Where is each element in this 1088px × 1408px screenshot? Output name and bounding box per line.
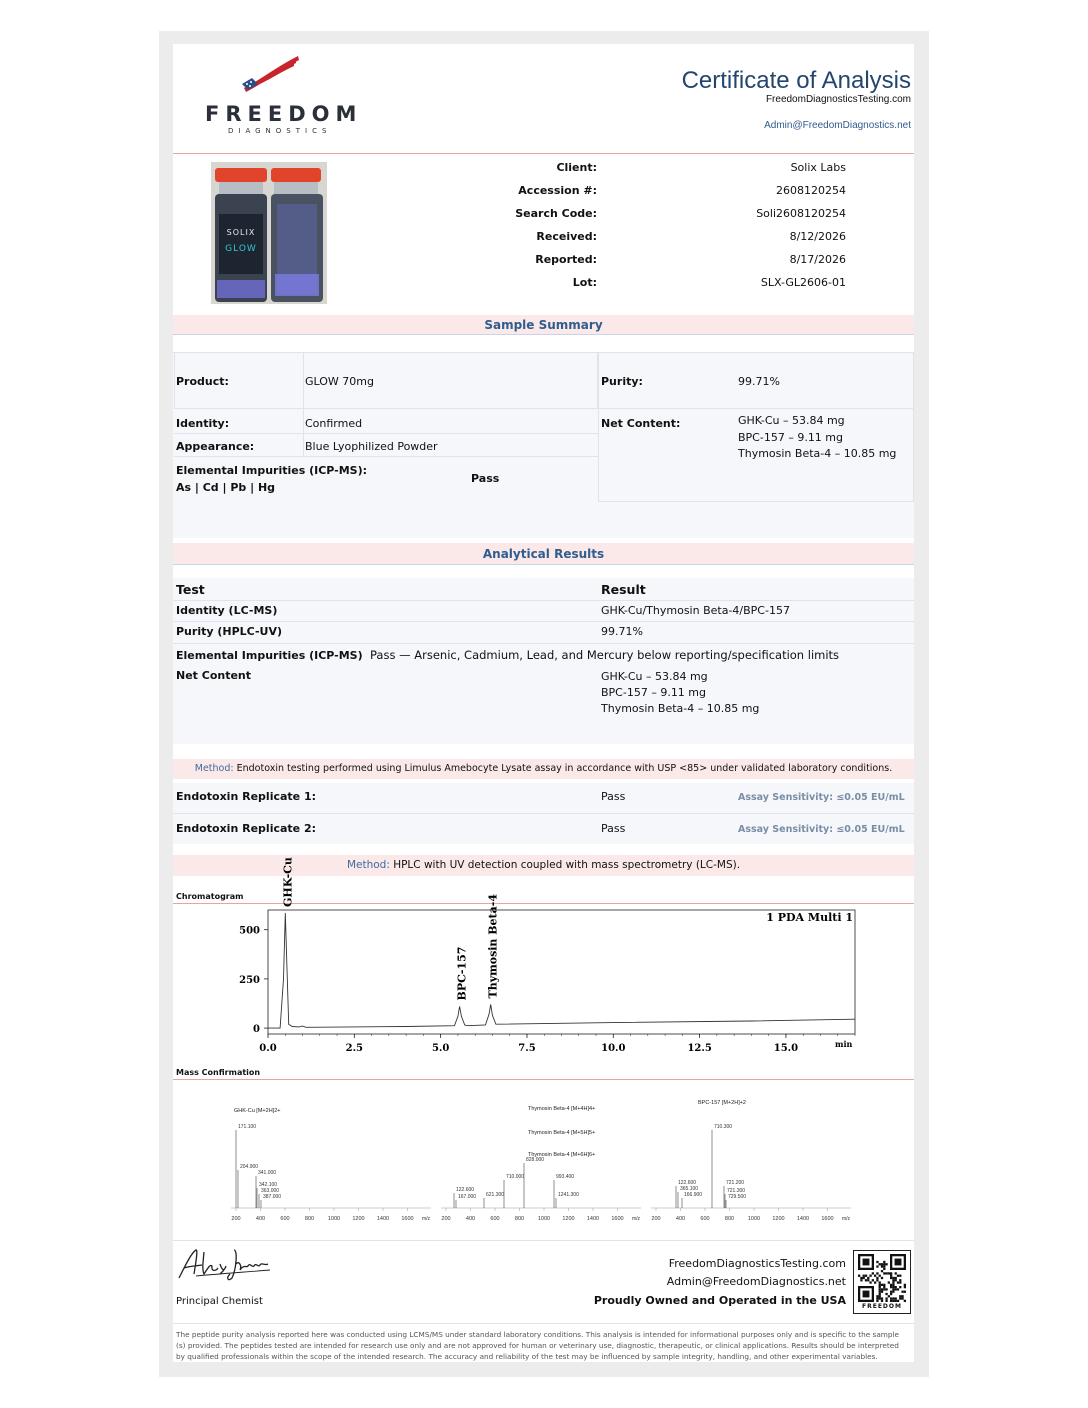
qr-module	[897, 1281, 899, 1283]
info-label: Received:	[536, 230, 597, 243]
mass-tick-label: 200	[441, 1216, 451, 1222]
mass-peak-label: 710.000	[506, 1174, 525, 1180]
vial-cap	[215, 168, 267, 182]
mass-tick-label: 1600	[401, 1216, 414, 1222]
qr-module	[899, 1297, 901, 1299]
info-value: 2608120254	[776, 184, 846, 197]
net-test-item: Thymosin Beta-4 – 10.85 mg	[601, 702, 760, 715]
mass-peak-label: 341.000	[258, 1170, 277, 1176]
product-cell-box	[174, 352, 598, 409]
brand-subtitle: DIAGNOSTICS	[228, 127, 332, 135]
qr-module	[881, 1270, 883, 1272]
qr-module	[883, 1263, 885, 1265]
endotoxin-method-label: Method:	[194, 763, 234, 774]
qr-module	[895, 1272, 897, 1274]
qr-module	[883, 1272, 885, 1274]
disclaimer-divider	[173, 1323, 914, 1324]
mass-peak-label: 342.100	[259, 1182, 278, 1188]
info-value: Soli2608120254	[756, 207, 846, 220]
chromatogram-trace	[268, 913, 855, 1028]
vial-neck	[219, 182, 263, 194]
qr-module	[863, 1277, 865, 1279]
qr-module	[901, 1297, 903, 1299]
footer-email[interactable]: Admin@FreedomDiagnostics.net	[666, 1275, 846, 1288]
qr-module	[876, 1300, 878, 1302]
qr-module	[890, 1297, 892, 1299]
endotoxin-result-1: Pass	[601, 790, 626, 803]
endotoxin-method-text: Endotoxin testing performed using Limulus Amebocyte Lysate assay in accordance with USP <85> under validated laboratory conditions.	[236, 763, 893, 774]
net-content-label: Net Content:	[601, 417, 681, 430]
mass-tick-label: 400	[465, 1216, 476, 1222]
qr-module	[899, 1281, 901, 1283]
net-test-label: Net Content	[176, 669, 252, 682]
disclaimer	[176, 1329, 906, 1362]
qr-code[interactable]	[853, 1250, 911, 1314]
header-email[interactable]: Admin@FreedomDiagnostics.net	[764, 120, 911, 131]
appearance-value: Blue Lyophilized Powder	[305, 440, 438, 453]
vial-product-text: GLOW	[225, 244, 257, 254]
qr-module	[883, 1268, 885, 1270]
purity-label: Purity:	[601, 375, 643, 388]
qr-module	[860, 1277, 862, 1279]
elemental-test-label: Elemental Impurities (ICP-MS)	[176, 649, 363, 662]
peak-label: GHK-Cu	[281, 857, 295, 907]
qr-module	[885, 1272, 887, 1274]
qr-module	[888, 1295, 890, 1297]
signature-divider	[173, 1240, 914, 1241]
info-value: 8/17/2026	[789, 253, 846, 266]
mass-tick-label: 400	[675, 1216, 686, 1222]
chart-legend: 1 PDA Multi 1	[766, 911, 853, 924]
qr-module	[885, 1300, 887, 1302]
chromatogram-title: Chromatogram	[176, 892, 244, 901]
qr-module	[885, 1293, 887, 1295]
mass-tick-label: 800	[724, 1216, 735, 1222]
disclaimer-line: (s) provided. The peptides tested are intended for research use only and are not approved for human or veterinary use, diagnostic, therapeutic, or clinical applications. Results should be interpreted	[176, 1341, 899, 1350]
signatory-title: Principal Chemist	[176, 1296, 263, 1307]
qr-module	[858, 1275, 860, 1277]
qr-module	[879, 1275, 881, 1277]
qr-module	[879, 1286, 881, 1288]
qr-module	[890, 1284, 892, 1286]
info-label: Search Code:	[515, 207, 597, 220]
ion-label: BPC-157 [M+2H]+2	[698, 1100, 746, 1106]
info-label: Client:	[556, 161, 597, 174]
mass-tick-label: 1400	[586, 1216, 600, 1222]
endotoxin-sensitivity-2: Assay Sensitivity: ≤0.05 EU/mL	[738, 824, 905, 835]
appearance-label: Appearance:	[176, 440, 255, 453]
qr-module	[904, 1284, 906, 1286]
qr-module	[883, 1265, 885, 1267]
grid-line	[174, 456, 598, 457]
mass-peak-label: 710.300	[714, 1124, 733, 1130]
product-label: Product:	[176, 375, 229, 388]
mass-peak-label: 171.100	[238, 1124, 257, 1130]
qr-module	[890, 1300, 892, 1302]
mass-axis-unit: m/z	[421, 1216, 431, 1222]
qr-module	[860, 1279, 862, 1281]
qr-module	[904, 1286, 906, 1288]
qr-module	[879, 1297, 881, 1299]
qr-module	[876, 1265, 878, 1267]
qr-module	[899, 1295, 901, 1297]
qr-module	[897, 1275, 899, 1277]
endotoxin-result-2: Pass	[601, 822, 626, 835]
qr-module	[897, 1300, 899, 1302]
x-axis-unit: min	[835, 1039, 853, 1049]
info-label: Reported:	[535, 253, 597, 266]
mass-tick-label: 1000	[537, 1216, 551, 1222]
qr-module	[865, 1275, 867, 1277]
mass-peak-label: 993.400	[556, 1174, 575, 1180]
qr-module	[881, 1291, 883, 1293]
qr-module	[890, 1286, 892, 1288]
hplc-method-text: HPLC with UV detection coupled with mass spectrometry (LC-MS).	[393, 859, 741, 871]
info-value: Solix Labs	[790, 161, 846, 174]
qr-module	[865, 1279, 867, 1281]
qr-module	[874, 1275, 876, 1277]
endotoxin-label-2: Endotoxin Replicate 2:	[176, 822, 317, 835]
qr-module	[876, 1261, 878, 1263]
mass-tick-label: 600	[490, 1216, 500, 1222]
qr-module	[881, 1297, 883, 1299]
qr-module	[885, 1297, 887, 1299]
x-tick-label: 2.5	[345, 1043, 364, 1054]
mass-peak-label: 166.900	[684, 1192, 703, 1198]
qr-module	[895, 1279, 897, 1281]
net-test-item: GHK-Cu – 53.84 mg	[601, 670, 708, 683]
peak-label: BPC-157	[455, 946, 469, 1001]
mass-confirmation-title: Mass Confirmation	[176, 1068, 261, 1077]
qr-label: FREEDOM	[862, 1303, 902, 1310]
mass-axis-unit: m/z	[631, 1216, 641, 1222]
qr-module	[897, 1288, 899, 1290]
mass-peak-label: 721.300	[727, 1188, 746, 1194]
signature-image	[176, 1244, 276, 1284]
x-tick-label: 5.0	[431, 1043, 450, 1054]
qr-module	[876, 1272, 878, 1274]
mass-peak-label: 167.000	[458, 1194, 477, 1200]
qr-module	[892, 1277, 894, 1279]
qr-module	[867, 1277, 869, 1279]
header-website[interactable]: FreedomDiagnosticsTesting.com	[765, 94, 911, 105]
qr-module	[892, 1281, 894, 1283]
net-content-values	[738, 413, 896, 463]
mass-spectra	[226, 1094, 862, 1226]
qr-module	[881, 1288, 883, 1290]
mass-peak-label: 621.300	[486, 1192, 505, 1198]
qr-module	[879, 1293, 881, 1295]
qr-module	[892, 1284, 894, 1286]
mass-peak-label: 365.100	[680, 1186, 699, 1192]
qr-module	[883, 1288, 885, 1290]
qr-module	[892, 1291, 894, 1293]
flag-swoosh-icon	[238, 54, 302, 94]
mass-tick-label: 200	[231, 1216, 241, 1222]
qr-module	[883, 1284, 885, 1286]
purity-value: 99.71%	[738, 375, 780, 388]
qr-module	[881, 1263, 883, 1265]
document-title: Certificate of Analysis	[681, 67, 911, 94]
mass-peak-label: 828.000	[526, 1157, 545, 1163]
qr-module	[895, 1288, 897, 1290]
qr-module	[904, 1300, 906, 1302]
mass-peak-label: 122.600	[456, 1187, 475, 1193]
info-value: SLX-GL2606-01	[760, 276, 846, 289]
qr-module	[892, 1286, 894, 1288]
ion-label: GHK-Cu [M+2H]2+	[234, 1108, 281, 1114]
mass-tick-label: 400	[255, 1216, 266, 1222]
qr-module	[899, 1286, 901, 1288]
qr-module	[901, 1291, 903, 1293]
qr-module	[879, 1263, 881, 1265]
endotoxin-method-band	[173, 759, 914, 779]
grid-line	[174, 433, 598, 434]
qr-module	[885, 1288, 887, 1290]
ion-label: Thymosin Beta-4 [M+6H]6+	[528, 1152, 596, 1158]
mass-peak-label: 387.000	[263, 1194, 282, 1200]
vial-body	[271, 194, 323, 302]
mass-axis-unit: m/z	[841, 1216, 851, 1222]
qr-module	[863, 1275, 865, 1277]
qr-module	[901, 1295, 903, 1297]
x-tick-label: 0.0	[259, 1043, 277, 1054]
qr-module	[899, 1279, 901, 1281]
info-label: Lot:	[572, 276, 597, 289]
info-value: 8/12/2026	[789, 230, 846, 243]
qr-module	[899, 1275, 901, 1277]
net-content-item: GHK-Cu – 53.84 mg	[738, 414, 845, 427]
y-tick-label: 0	[253, 1024, 260, 1036]
net-test-values	[601, 669, 759, 717]
qr-module	[879, 1284, 881, 1286]
qr-module	[876, 1297, 878, 1299]
mass-tick-label: 1400	[796, 1216, 810, 1222]
net-content-item: Thymosin Beta-4 – 10.85 mg	[738, 447, 897, 460]
purity-test-result: 99.71%	[601, 625, 643, 638]
mass-tick-label: 800	[304, 1216, 315, 1222]
grid-line	[303, 352, 304, 457]
mass-tick-label: 1200	[772, 1216, 785, 1222]
qr-finder	[863, 1259, 870, 1266]
mass-tick-label: 1200	[352, 1216, 365, 1222]
qr-module	[888, 1272, 890, 1274]
elemental-test-result: Pass — Arsenic, Cadmium, Lead, and Mercury below reporting/specification limits	[370, 648, 840, 662]
x-tick-label: 12.5	[687, 1043, 712, 1054]
mass-tick-label: 200	[651, 1216, 661, 1222]
qr-module	[895, 1277, 897, 1279]
qr-module	[874, 1281, 876, 1283]
identity-test-label: Identity (LC-MS)	[176, 604, 278, 617]
identity-label: Identity:	[176, 417, 230, 430]
qr-module	[890, 1275, 892, 1277]
vial-neck	[274, 182, 318, 194]
qr-module	[881, 1277, 883, 1279]
qr-finder	[863, 1291, 870, 1298]
mass-peak-label: 122.600	[678, 1180, 697, 1186]
grid-line	[173, 643, 914, 644]
qr-finder	[895, 1259, 902, 1266]
net-test-item: BPC-157 – 9.11 mg	[601, 686, 707, 699]
qr-module	[872, 1279, 874, 1281]
sample-summary-title: Sample Summary	[173, 315, 914, 335]
vial-brand-text: SOLIX	[226, 228, 256, 237]
qr-module	[869, 1275, 871, 1277]
qr-module	[876, 1279, 878, 1281]
mass-peak-label: 363.000	[261, 1188, 280, 1194]
x-tick-label: 7.5	[518, 1043, 536, 1054]
qr-module	[904, 1291, 906, 1293]
mass-peak-label: 729.500	[728, 1194, 747, 1200]
elemental-value: Pass	[471, 472, 500, 485]
brand-name: FREEDOM	[205, 102, 363, 126]
qr-module	[876, 1295, 878, 1297]
qr-module	[885, 1263, 887, 1265]
footer-tagline: Proudly Owned and Operated in the USA	[593, 1294, 846, 1307]
disclaimer-line: by qualified professionals within the scope of the intended research. The accuracy and reliability of the test may be influenced by sample integrity, handling, and other experimental variables.	[176, 1352, 878, 1361]
net-content-item: BPC-157 – 9.11 mg	[738, 430, 844, 444]
analytical-results-title: Analytical Results	[173, 543, 914, 565]
hplc-method-label: Method:	[346, 859, 390, 871]
mass-tick-label: 600	[700, 1216, 710, 1222]
qr-module	[892, 1288, 894, 1290]
identity-test-result: GHK-Cu/Thymosin Beta-4/BPC-157	[601, 604, 790, 617]
qr-module	[890, 1272, 892, 1274]
qr-module	[890, 1291, 892, 1293]
mass-tick-label: 800	[514, 1216, 525, 1222]
vial-powder	[217, 280, 265, 298]
qr-module	[888, 1281, 890, 1283]
qr-module	[881, 1265, 883, 1267]
test-column-header: Test	[176, 582, 205, 597]
ion-label: Thymosin Beta-4 [M+5H]5+	[528, 1130, 596, 1136]
vial-cap	[271, 168, 321, 182]
grid-line	[173, 600, 914, 601]
qr-module	[892, 1279, 894, 1281]
result-column-header: Result	[601, 582, 646, 597]
mass-peak-label: 721.200	[726, 1180, 745, 1186]
qr-module	[879, 1291, 881, 1293]
endotoxin-sensitivity-1: Assay Sensitivity: ≤0.05 EU/mL	[738, 792, 905, 803]
mass-tick-label: 1400	[376, 1216, 390, 1222]
qr-module	[895, 1300, 897, 1302]
qr-module	[872, 1272, 874, 1274]
product-value: GLOW 70mg	[305, 375, 374, 388]
vial-label	[219, 214, 263, 274]
qr-module	[890, 1277, 892, 1279]
qr-module	[879, 1288, 881, 1290]
x-tick-label: 10.0	[601, 1043, 626, 1054]
vial-body	[215, 194, 267, 302]
identity-value: Confirmed	[305, 417, 363, 430]
mass-tick-label: 1000	[327, 1216, 341, 1222]
qr-module	[876, 1277, 878, 1279]
y-tick-label: 250	[239, 974, 260, 986]
qr-module	[890, 1293, 892, 1295]
mass-tick-label: 1000	[747, 1216, 761, 1222]
mass-tick-label: 600	[280, 1216, 290, 1222]
qr-module	[892, 1297, 894, 1299]
grid-line	[173, 621, 914, 622]
mass-tick-label: 1600	[611, 1216, 624, 1222]
plot-frame	[268, 910, 855, 1034]
header-divider	[173, 153, 914, 154]
mass-peak-label: 204.900	[240, 1164, 259, 1170]
mass-tick-label: 1600	[821, 1216, 834, 1222]
vial-powder	[275, 274, 319, 296]
purity-test-label: Purity (HPLC-UV)	[176, 625, 283, 638]
info-label: Accession #:	[518, 184, 597, 197]
qr-module	[881, 1284, 883, 1286]
elemental-label: Elemental Impurities (ICP-MS):	[176, 464, 368, 477]
disclaimer-line: The peptide purity analysis reported here was conducted using LCMS/MS under standard laboratory conditions. This analysis is intended for informational purposes only and is specific to the sample	[176, 1330, 900, 1339]
qr-module	[892, 1300, 894, 1302]
qr-module	[881, 1300, 883, 1302]
qr-module	[895, 1297, 897, 1299]
qr-module	[869, 1281, 871, 1283]
qr-code-icon	[858, 1254, 906, 1302]
mass-tick-label: 1200	[562, 1216, 575, 1222]
mass-peak-label: 1241.300	[558, 1192, 579, 1198]
qr-module	[867, 1279, 869, 1281]
peak-label: Thymosin Beta-4	[486, 893, 500, 999]
qr-module	[895, 1286, 897, 1288]
qr-module	[879, 1281, 881, 1283]
qr-module	[883, 1286, 885, 1288]
endotoxin-label-1: Endotoxin Replicate 1:	[176, 790, 317, 803]
qr-module	[879, 1295, 881, 1297]
qr-module	[883, 1261, 885, 1263]
elemental-elements: As | Cd | Pb | Hg	[176, 481, 276, 494]
y-tick-label: 500	[239, 925, 260, 937]
product-photo	[211, 162, 327, 304]
x-tick-label: 15.0	[773, 1043, 799, 1054]
mass-divider	[173, 1079, 914, 1080]
ion-label: Thymosin Beta-4 [M+4H]4+	[528, 1106, 596, 1112]
footer-website[interactable]: FreedomDiagnosticsTesting.com	[668, 1257, 846, 1270]
